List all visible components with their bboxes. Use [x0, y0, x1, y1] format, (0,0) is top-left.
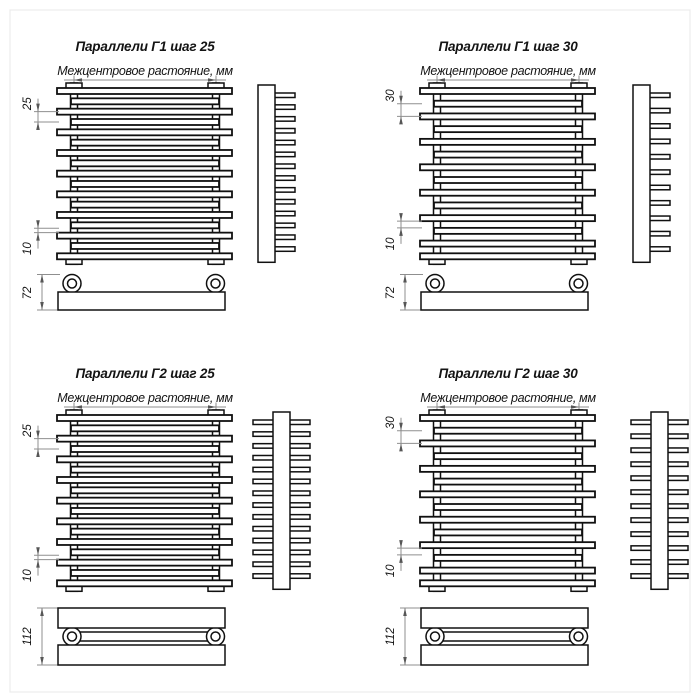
tube-end-inner	[211, 632, 220, 641]
front-tube	[420, 164, 595, 170]
dim-arrow	[36, 431, 40, 439]
side-tube-left	[253, 538, 274, 543]
tube-end-inner	[211, 279, 220, 288]
front-tube-inner	[434, 228, 582, 234]
tube-end-inner	[68, 279, 77, 288]
front-tube	[420, 190, 595, 196]
side-tube-right	[289, 432, 310, 437]
side-tube-right	[274, 128, 295, 133]
step-dim-value: 30	[385, 89, 397, 103]
front-tube-inner	[71, 508, 219, 514]
side-tube-right	[649, 139, 670, 144]
dim-arrow	[399, 228, 403, 236]
dim-arrow	[403, 608, 407, 616]
side-tube-right	[289, 550, 310, 555]
side-tube-right	[274, 176, 295, 181]
front-tube	[420, 440, 595, 446]
side-tube-right	[667, 532, 688, 537]
side-tube-right	[274, 223, 295, 228]
front-tube	[57, 191, 232, 197]
unit-g1-step30	[385, 39, 670, 310]
front-tube-inner	[71, 202, 219, 208]
front-tube	[420, 491, 595, 497]
bottom-gap-dim-value: 10	[22, 569, 34, 583]
front-tube	[57, 150, 232, 156]
unit-title: Параллели Г1 шаг 25	[75, 39, 215, 54]
dim-arrow	[399, 213, 403, 221]
unit-g2-step25	[22, 366, 310, 665]
side-tube-right	[289, 538, 310, 543]
depth-dim-value: 112	[22, 627, 34, 646]
front-tube-inner	[71, 529, 219, 535]
front-tube-inner	[434, 504, 582, 510]
front-tube	[57, 580, 232, 586]
side-tube-right	[274, 164, 295, 169]
front-tube-inner	[71, 160, 219, 166]
side-tube-left	[253, 550, 274, 555]
step-dim-value: 25	[22, 424, 34, 438]
side-tube-left	[253, 503, 274, 508]
dim-arrow	[403, 275, 407, 283]
dim-arrow	[399, 116, 403, 124]
side-tube-right	[274, 140, 295, 145]
bottom-manifold	[58, 292, 225, 310]
side-tube-right	[667, 560, 688, 565]
front-tube	[420, 580, 595, 586]
side-tube-left	[253, 562, 274, 567]
tube-end-inner	[431, 632, 440, 641]
side-tube-right	[649, 247, 670, 252]
front-tube	[420, 415, 595, 421]
front-tube	[57, 129, 232, 135]
front-tube	[57, 539, 232, 545]
side-tube-left	[631, 560, 652, 565]
side-tube-right	[649, 185, 670, 190]
side-tube-left	[631, 532, 652, 537]
dim-arrow	[399, 540, 403, 548]
side-tube-right	[667, 574, 688, 579]
side-tube-right	[274, 93, 295, 98]
front-tube-inner	[434, 428, 582, 434]
front-tube	[57, 171, 232, 177]
front-tube-inner	[71, 425, 219, 431]
front-tube-inner	[434, 177, 582, 183]
side-tube-left	[631, 504, 652, 509]
side-tube-right	[649, 108, 670, 113]
side-tube-right	[289, 503, 310, 508]
front-tube	[420, 215, 595, 221]
depth-dim-value: 72	[385, 286, 397, 300]
front-tube	[57, 88, 232, 94]
center-distance-label: Межцентровое растояние, мм	[420, 391, 596, 405]
side-collector	[651, 412, 668, 589]
side-tube-right	[649, 93, 670, 98]
unit-title: Параллели Г1 шаг 30	[438, 39, 578, 54]
side-tube-right	[289, 562, 310, 567]
side-tube-left	[253, 479, 274, 484]
side-tube-right	[289, 455, 310, 460]
side-tube-right	[274, 152, 295, 157]
side-tube-left	[631, 574, 652, 579]
side-tube-right	[667, 420, 688, 425]
side-tube-right	[649, 201, 670, 206]
front-tube	[420, 542, 595, 548]
front-tube-inner	[434, 479, 582, 485]
dim-arrow	[403, 657, 407, 665]
side-tube-left	[631, 420, 652, 425]
front-tube	[57, 498, 232, 504]
front-tube-inner	[434, 126, 582, 132]
tube-end-inner	[431, 279, 440, 288]
bottom-manifold	[421, 292, 588, 310]
bottom-gap-dim-value: 10	[22, 242, 34, 256]
front-tube-inner	[71, 243, 219, 249]
unit-g2-step30	[385, 366, 688, 665]
front-tube	[420, 113, 595, 119]
tube-end-inner	[68, 632, 77, 641]
side-collector	[273, 412, 290, 589]
bottom-manifold-back	[58, 645, 225, 665]
front-tube	[57, 456, 232, 462]
side-tube-left	[253, 467, 274, 472]
side-tube-right	[667, 490, 688, 495]
side-tube-left	[631, 546, 652, 551]
side-tube-right	[289, 444, 310, 449]
depth-dim-value: 72	[22, 286, 34, 300]
side-tube-right	[274, 105, 295, 110]
side-tube-right	[274, 211, 295, 216]
dim-arrow	[399, 423, 403, 431]
front-tube-inner	[71, 570, 219, 576]
side-tube-left	[631, 462, 652, 467]
front-tube-inner	[434, 101, 582, 107]
tube-end-inner	[574, 279, 583, 288]
front-tube	[57, 109, 232, 115]
side-tube-right	[274, 199, 295, 204]
dim-arrow	[36, 233, 40, 241]
side-tube-right	[289, 420, 310, 425]
front-tube	[57, 436, 232, 442]
dim-arrow	[40, 608, 44, 616]
dim-arrow	[208, 78, 216, 82]
dim-arrow	[399, 96, 403, 104]
side-tube-right	[289, 479, 310, 484]
front-tube	[57, 560, 232, 566]
unit-g1-step25	[22, 39, 295, 310]
side-tube-right	[649, 216, 670, 221]
front-tube-inner	[434, 529, 582, 535]
side-tube-right	[289, 574, 310, 579]
side-tube-left	[631, 448, 652, 453]
bottom-gap-dim-value: 10	[385, 237, 397, 251]
front-tube-inner	[71, 467, 219, 473]
side-tube-left	[253, 432, 274, 437]
dim-arrow	[74, 78, 82, 82]
side-tube-right	[274, 235, 295, 240]
front-tube	[57, 415, 232, 421]
dim-arrow	[40, 657, 44, 665]
front-tube	[57, 253, 232, 259]
side-tube-left	[631, 490, 652, 495]
dim-arrow	[36, 220, 40, 228]
front-tube-inner	[434, 202, 582, 208]
front-tube-inner	[71, 119, 219, 125]
center-distance-label: Межцентровое растояние, мм	[420, 64, 596, 78]
step-dim-value: 25	[22, 97, 34, 111]
side-tube-right	[667, 518, 688, 523]
side-tube-right	[649, 170, 670, 175]
front-tube	[57, 233, 232, 239]
front-tube-inner	[71, 222, 219, 228]
front-tube-inner	[71, 140, 219, 146]
front-tube	[420, 88, 595, 94]
side-tube-left	[253, 574, 274, 579]
bottom-gap-dim-value: 10	[385, 564, 397, 578]
front-tube-inner	[71, 549, 219, 555]
front-tube-inner	[71, 181, 219, 187]
front-tube-inner	[71, 487, 219, 493]
dim-arrow	[437, 78, 445, 82]
tube-end-inner	[574, 632, 583, 641]
front-tube	[420, 568, 595, 574]
side-collector	[258, 85, 275, 262]
side-tube-right	[289, 491, 310, 496]
side-tube-right	[649, 155, 670, 160]
side-tube-right	[649, 124, 670, 129]
dim-arrow	[74, 405, 82, 409]
side-tube-left	[253, 515, 274, 520]
bottom-manifold-front	[421, 608, 588, 628]
side-tube-left	[253, 420, 274, 425]
front-tube-inner	[434, 555, 582, 561]
side-tube-left	[631, 476, 652, 481]
dim-arrow	[399, 555, 403, 563]
dim-arrow	[571, 405, 579, 409]
side-tube-left	[253, 455, 274, 460]
front-tube	[420, 241, 595, 247]
dim-arrow	[437, 405, 445, 409]
bottom-manifold-front	[58, 608, 225, 628]
side-tube-right	[274, 247, 295, 252]
side-tube-right	[667, 546, 688, 551]
front-tube	[57, 518, 232, 524]
front-tube-inner	[434, 152, 582, 158]
side-tube-right	[289, 467, 310, 472]
dim-arrow	[571, 78, 579, 82]
dim-arrow	[403, 302, 407, 310]
front-tube-inner	[71, 446, 219, 452]
side-tube-right	[667, 448, 688, 453]
collector	[576, 83, 583, 264]
dim-arrow	[208, 405, 216, 409]
dim-arrow	[36, 547, 40, 555]
side-tube-right	[667, 462, 688, 467]
front-tube	[420, 466, 595, 472]
front-tube	[420, 253, 595, 259]
front-tube	[420, 139, 595, 145]
front-tube	[420, 517, 595, 523]
collector	[434, 83, 441, 264]
dim-arrow	[36, 449, 40, 457]
side-tube-left	[631, 518, 652, 523]
unit-title: Параллели Г2 шаг 30	[438, 366, 578, 381]
side-tube-right	[274, 188, 295, 193]
step-dim-value: 30	[385, 416, 397, 430]
front-tube-inner	[434, 453, 582, 459]
side-tube-right	[649, 231, 670, 236]
front-tube	[57, 212, 232, 218]
center-distance-label: Межцентровое растояние, мм	[57, 64, 233, 78]
side-tube-right	[667, 476, 688, 481]
side-tube-left	[253, 491, 274, 496]
center-distance-label: Межцентровое растояние, мм	[57, 391, 233, 405]
side-tube-left	[253, 444, 274, 449]
side-tube-right	[274, 117, 295, 122]
side-tube-right	[667, 504, 688, 509]
side-collector	[633, 85, 650, 262]
side-tube-right	[289, 526, 310, 531]
collector	[576, 410, 583, 591]
side-tube-right	[667, 434, 688, 439]
dim-arrow	[36, 104, 40, 112]
dim-arrow	[399, 443, 403, 451]
dim-arrow	[36, 560, 40, 568]
bottom-manifold-back	[421, 645, 588, 665]
dim-arrow	[40, 275, 44, 283]
front-tube	[57, 477, 232, 483]
collector	[434, 410, 441, 591]
unit-title: Параллели Г2 шаг 25	[75, 366, 215, 381]
side-tube-left	[631, 434, 652, 439]
depth-dim-value: 112	[385, 627, 397, 646]
dim-arrow	[36, 122, 40, 130]
side-tube-left	[253, 526, 274, 531]
dim-arrow	[40, 302, 44, 310]
side-tube-right	[289, 515, 310, 520]
front-tube-inner	[71, 98, 219, 104]
